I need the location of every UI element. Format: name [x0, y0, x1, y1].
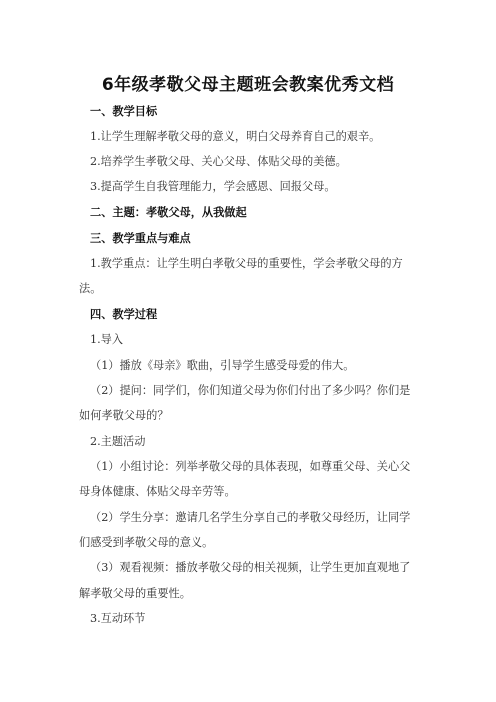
activity-item-1: （1）小组讨论：列举孝敬父母的具体表现，如尊重父母、关心父: [90, 460, 411, 473]
intro-item-2: （2）提问：同学们，你们知道父母为你们付出了多少吗？你们是: [90, 384, 411, 397]
activity-item-3: （3）观看视频：播放孝敬父母的相关视频，让学生更加直观地了: [90, 561, 411, 574]
document-title: 6年级孝敬父母主题班会教案优秀文档: [101, 75, 395, 95]
activity-item-2-cont: 们感受到孝敬父母的意义。: [79, 536, 214, 549]
step-2-activity: 2.主题活动: [90, 435, 146, 448]
activity-item-2: （2）学生分享：邀请几名学生分享自己的孝敬父母经历，让同学: [90, 511, 411, 524]
intro-item-1: （1）播放《母亲》歌曲，引导学生感受母爱的伟大。: [90, 359, 355, 372]
objective-2: 2.培养学生孝敬父母、关心父母、体贴父母的美德。: [90, 155, 347, 168]
activity-item-1-cont: 母身体健康、体贴父母辛劳等。: [79, 485, 236, 498]
objective-1: 1.让学生理解孝敬父母的意义，明白父母养育自己的艰辛。: [90, 130, 381, 143]
intro-item-2-cont: 如何孝敬父母的？: [79, 409, 169, 422]
heading-teaching-process: 四、教学过程: [90, 308, 158, 321]
step-3-interaction: 3.互动环节: [90, 612, 146, 625]
activity-item-3-cont: 解孝敬父母的重要性。: [79, 587, 191, 600]
key-point-1-cont: 法。: [79, 282, 102, 295]
heading-teaching-objectives: 一、教学目标: [90, 105, 158, 118]
heading-theme: 二、主题：孝敬父母，从我做起: [90, 206, 247, 219]
objective-3: 3.提高学生自我管理能力，学会感恩、回报父母。: [90, 180, 336, 193]
step-1-intro: 1.导入: [90, 333, 124, 346]
key-point-1: 1.教学重点：让学生明白孝敬父母的重要性，学会孝敬父母的方: [90, 257, 403, 270]
heading-key-points: 三、教学重点与难点: [90, 232, 191, 245]
